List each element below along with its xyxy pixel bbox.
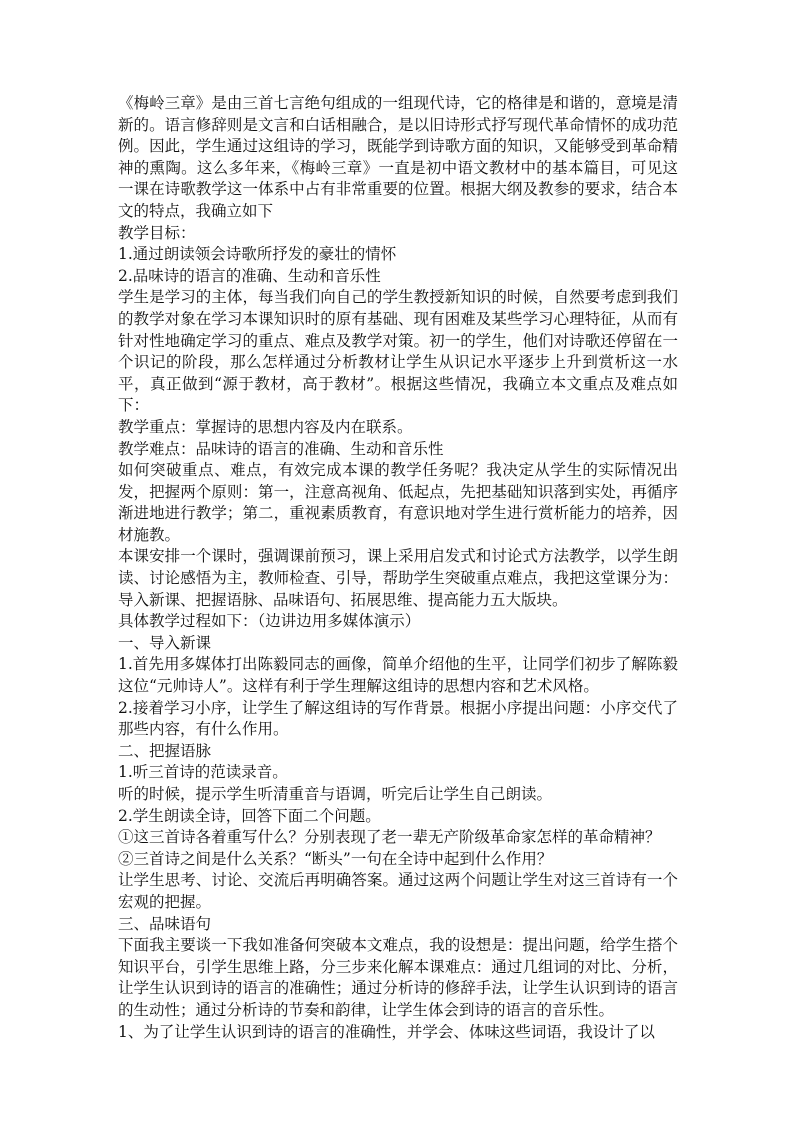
heading-teaching-goals: 教学目标： — [118, 223, 196, 242]
paragraph-intro: 《梅岭三章》是由三首七言绝句组成的一组现代诗，它的格律是和谐的，意境是清新的。语言修辞则是文言和白话相融合，是以旧诗形式抒写现代革命情怀的成功范例。因此，学生通过这组诗的学习，既能学到诗歌方面的知识，又能够受到革命精神的熏陶。这么多年来，《梅岭三章》一直是初中语文教材中的基本篇目，可见这一课在诗歌教学这一体系中占有非常重要的位置。根据大纲及教参的要求，结合本文的特点，我确立如下 — [118, 94, 678, 220]
paragraph-students: 学生是学习的主体，每当我们向自己的学生教授新知识的时候，自然要考虑到我们的教学对象在学习本课知识时的原有基础、现有困难及某些学习心理特征，从而有针对性地确定学习的重点、难点及教学对策。初一的学生，他们对诗歌还停留在一个识记的阶段，那么怎样通过分析教材让学生从识记水平逐步上升到赏析这一水平，真正做到“源于教材，高于教材”。根据这些情况，我确立本文重点及难点如下： — [118, 288, 678, 415]
section2-listening-note: 听的时候，提示学生听清重音与语调，听完后让学生自己朗读。 — [118, 785, 553, 803]
section-heading-1: 一、导入新课 — [118, 633, 212, 652]
section2-item-2: 2.学生朗读全诗，回答下面二个问题。 — [118, 806, 381, 825]
paragraph-difficulty-plan: 下面我主要谈一下我如准备何突破本文难点，我的设想是：提出问题，给学生搭个知识平台，引学生思维上路，分三步来化解本课难点：通过几组词的对比、分析，让学生认识到诗的语言的准确性；通过分析诗的修辞手法，让学生认识到诗的语言的生动性；通过分析诗的节奏和韵律，让学生体会到诗的语言的音乐性。 — [118, 936, 678, 1019]
section1-item-2: 2.接着学习小序，让学生了解这组诗的写作背景。根据小序提出问题：小序交代了那些内容，有什么作用。 — [118, 698, 678, 739]
section3-item-1: 1、为了让学生认识到诗的语言的准确性，并学会、体味这些词语，我设计了以 — [118, 1022, 655, 1041]
teaching-focus: 教学重点：掌握诗的思想内容及内在联系。 — [118, 417, 413, 436]
question-2: ②三首诗之间是什么关系？“断头”一句在全诗中起到什么作用？ — [118, 849, 553, 868]
section1-item-1: 1.首先用多媒体打出陈毅同志的画像，简单介绍他的生平，让同学们初步了解陈毅这位“元帅诗人”。这样有利于学生理解这组诗的思想内容和艺术风格。 — [118, 655, 678, 696]
section2-discussion: 让学生思考、讨论、交流后再明确答案。通过这两个问题让学生对这三首诗有一个宏观的把握。 — [118, 871, 678, 911]
question-1: ①这三首诗各着重写什么？分别表现了老一辈无产阶级革命家怎样的革命精神？ — [118, 828, 661, 847]
goal-item-2: 2.品味诗的语言的准确、生动和音乐性 — [118, 266, 381, 285]
section-heading-3: 三、品味语句 — [118, 914, 212, 933]
paragraph-lesson-plan: 本课安排一个课时，强调课前预习，课上采用启发式和讨论式方法教学，以学生朗读、讨论感悟为主，教师检查、引导，帮助学生突破重点难点，我把这堂课分为：导入新课、把握语脉、品味语句、拓展思维、提高能力五大版块。 — [118, 547, 678, 609]
teaching-difficulty: 教学难点：品味诗的语言的准确、生动和音乐性 — [118, 439, 444, 458]
paragraph-principles: 如何突破重点、难点，有效完成本课的教学任务呢？我决定从学生的实际情况出发，把握两个原则：第一，注意高视角、低起点，先把基础知识落到实处，再循序渐进地进行教学；第二，重视素质教育，有意识地对学生进行赏析能力的培养，因材施教。 — [118, 461, 678, 544]
document-body — [118, 93, 678, 1043]
section2-item-1: 1.听三首诗的范读录音。 — [118, 763, 288, 782]
goal-item-1: 1.通过朗读领会诗歌所抒发的豪壮的情怀 — [118, 245, 397, 264]
section-heading-2: 二、把握语脉 — [118, 741, 212, 760]
paragraph-process: 具体教学过程如下：（边讲边用多媒体演示） — [118, 612, 421, 631]
